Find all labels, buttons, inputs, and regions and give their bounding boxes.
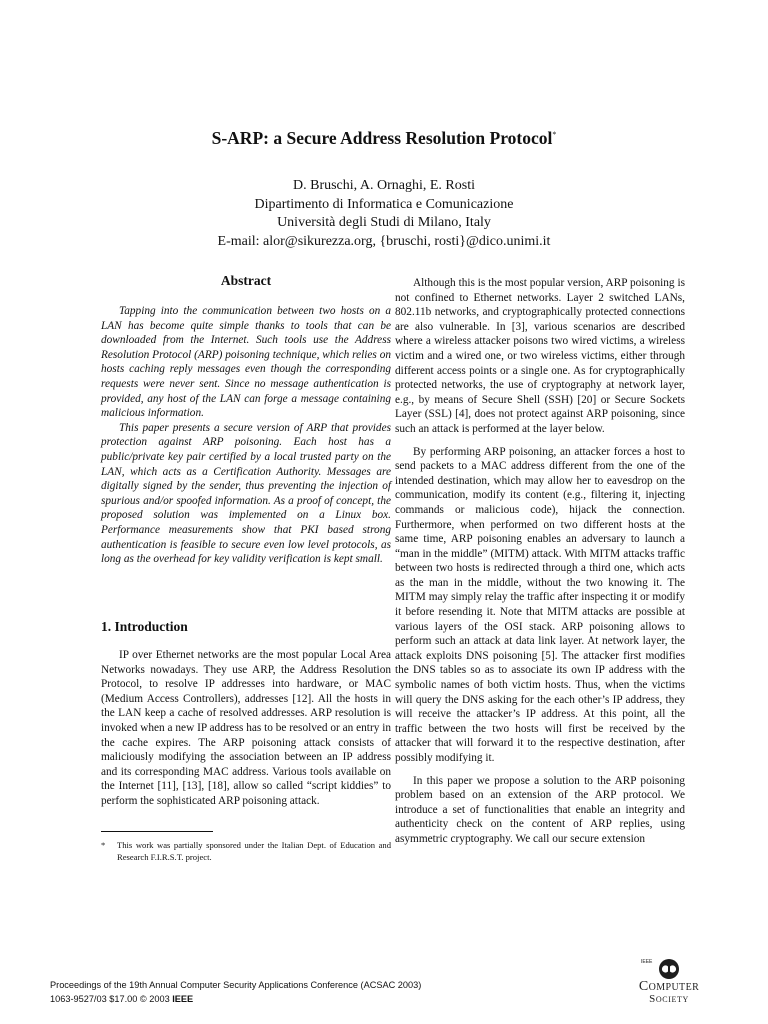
footnote-mark: *	[101, 840, 106, 850]
body-paragraph: By performing ARP poisoning, an attacker forces a host to send packets to a MAC address different from the one of the intended destination, which may allow her to eavesdrop on the communication, modify its content (e.g., filtering it, injecting commands or malicious code), hijack the connection. Furthermore, when performed on two different hosts at the same time, ARP poisoning enables an adversary to launch a “man in the middle” (MITM) attack. With MITM attacks traffic between two hosts is redirected through a third one, which acts as the man in the middle, without the two knowing it. The MITM may simply relay the traffic after inspecting it or modify it before resending it. Note that MITM attacks are possible at various layers of the OSI stack. ARP poisoning allows to perform such an attack at data link layer. At network layer, the attack exploits DNS poisoning [5]. The attacker first modifies the DNS tables so as to associate its own IP address with the symbolic names of both victim hosts. Thus, when the victims will query the DNS asking for the each other’s IP address, they will receive the attacker’s IP address. At this point, all the traffic between the two hosts will first be received by the attacker that will forward it to the respective destination, after possibly modifying it.	[395, 445, 685, 764]
abstract-heading: Abstract	[220, 273, 272, 288]
body-paragraph: In this paper we propose a solution to the ARP poisoning problem based on an extension of the ARP protocol. We introduce a set of functionalities that enable an integrity and authenticity check on the content of ARP replies, using asymmetric cryptography. We call our secure extension	[395, 774, 685, 845]
computer-society-logo	[626, 957, 712, 1009]
title-footnote-mark: *	[552, 130, 557, 139]
abstract-body	[101, 304, 391, 567]
logo-text-computer: Computer	[638, 979, 700, 994]
author-email: E-mail: alor@sikurezza.org, {bruschi, rosti}@dico.unimi.it	[217, 233, 551, 249]
body-paragraph: Although this is the most popular version, ARP poisoning is not confined to Ethernet networks. Layer 2 switched LANs, 802.11b networks, and cryptographically protected connections are also vulnerable. In [3], various scenarios are described where a wireless attacker poisons two wired victims, a wireless victim and a wired one, or two wireless victims, either through different access points or a single one. As for cryptographically protected networks, the use of cryptography at network layer, e.g., by means of Secure Shell (SSH) [20] or Secure Sockets Layer (SSL) [4], does not protect against ARP poisoning, since such an attack is performed at the layer below.	[395, 277, 685, 435]
paper-title	[0, 124, 768, 149]
logo-org-text: IEEE	[641, 959, 653, 965]
author-department: Dipartimento di Informatica e Comunicazione	[254, 196, 514, 212]
body-paragraph: IP over Ethernet networks are the most popular Local Area Networks nowadays. They use ARP, the Address Resolution Protocol, to resolve IP addresses into hardware, or MAC (Medium Access Controllers), addresses [12]. All the hosts in the LAN keep a cache of resolved addresses. ARP resolution is invoked when a new IP address has to be resolved or an entry in the cache expires. The ARP poisoning attack consists of maliciously modifying the association between an IP address and its corresponding MAC address. Various tools available on the Internet [11], [13], [18], allow so called “script kiddies” to perform the sophisticated ARP poisoning attack.	[101, 649, 391, 807]
isbn-price: 1063-9527/03 $17.00 © 2003	[50, 993, 170, 1004]
introduction-body	[101, 648, 391, 809]
copyright-line	[50, 993, 570, 1007]
footnote	[101, 840, 391, 863]
footnote-divider	[101, 831, 213, 832]
abstract-paragraph: Tapping into the communication between two hosts on a LAN has become quite simple thanks to tools that can be downloaded from the Internet. Such tools use the Address Resolution Protocol (ARP) poisoning technique, which relies on hosts caching reply messages even though the corresponding requests were never sent. Since no message authentication is provided, any host of the LAN can forge a message containing malicious information.	[101, 305, 391, 420]
publisher-name: IEEE	[172, 993, 194, 1004]
footnote-text: This work was partially sponsored under the Italian Dept. of Education and Research F.I.R.S.T. project.	[117, 840, 391, 862]
author-names: D. Bruschi, A. Ornaghi, E. Rosti	[293, 178, 475, 193]
proceedings-line: Proceedings of the 19th Annual Computer Security Applications Conference (ACSAC 2003)	[50, 980, 422, 990]
author-university: Università degli Studi di Milano, Italy	[277, 215, 491, 230]
author-block	[0, 177, 768, 251]
logo-text-society: Society	[649, 993, 689, 1005]
right-column-body	[395, 276, 685, 847]
section-heading-introduction: 1. Introduction	[101, 619, 188, 634]
abstract-paragraph: This paper presents a secure version of ARP that provides protection against ARP poisoning. Each host has a public/private key pair certified by a local trusted party on the LAN, which acts as a Certification Authority. Messages are digitally signed by the sender, thus preventing the injection of spurious and/or spoofed information. As a proof of concept, the proposed solution was implemented on a Linux box. Performance measurements show that PKI based strong authentication is feasible to secure even low level protocols, as long as the overhead for key validity verification is kept small.	[101, 421, 391, 566]
paper-title-text: S-ARP: a Secure Address Resolution Protocol	[211, 128, 553, 148]
proceedings-footer	[50, 979, 570, 1006]
